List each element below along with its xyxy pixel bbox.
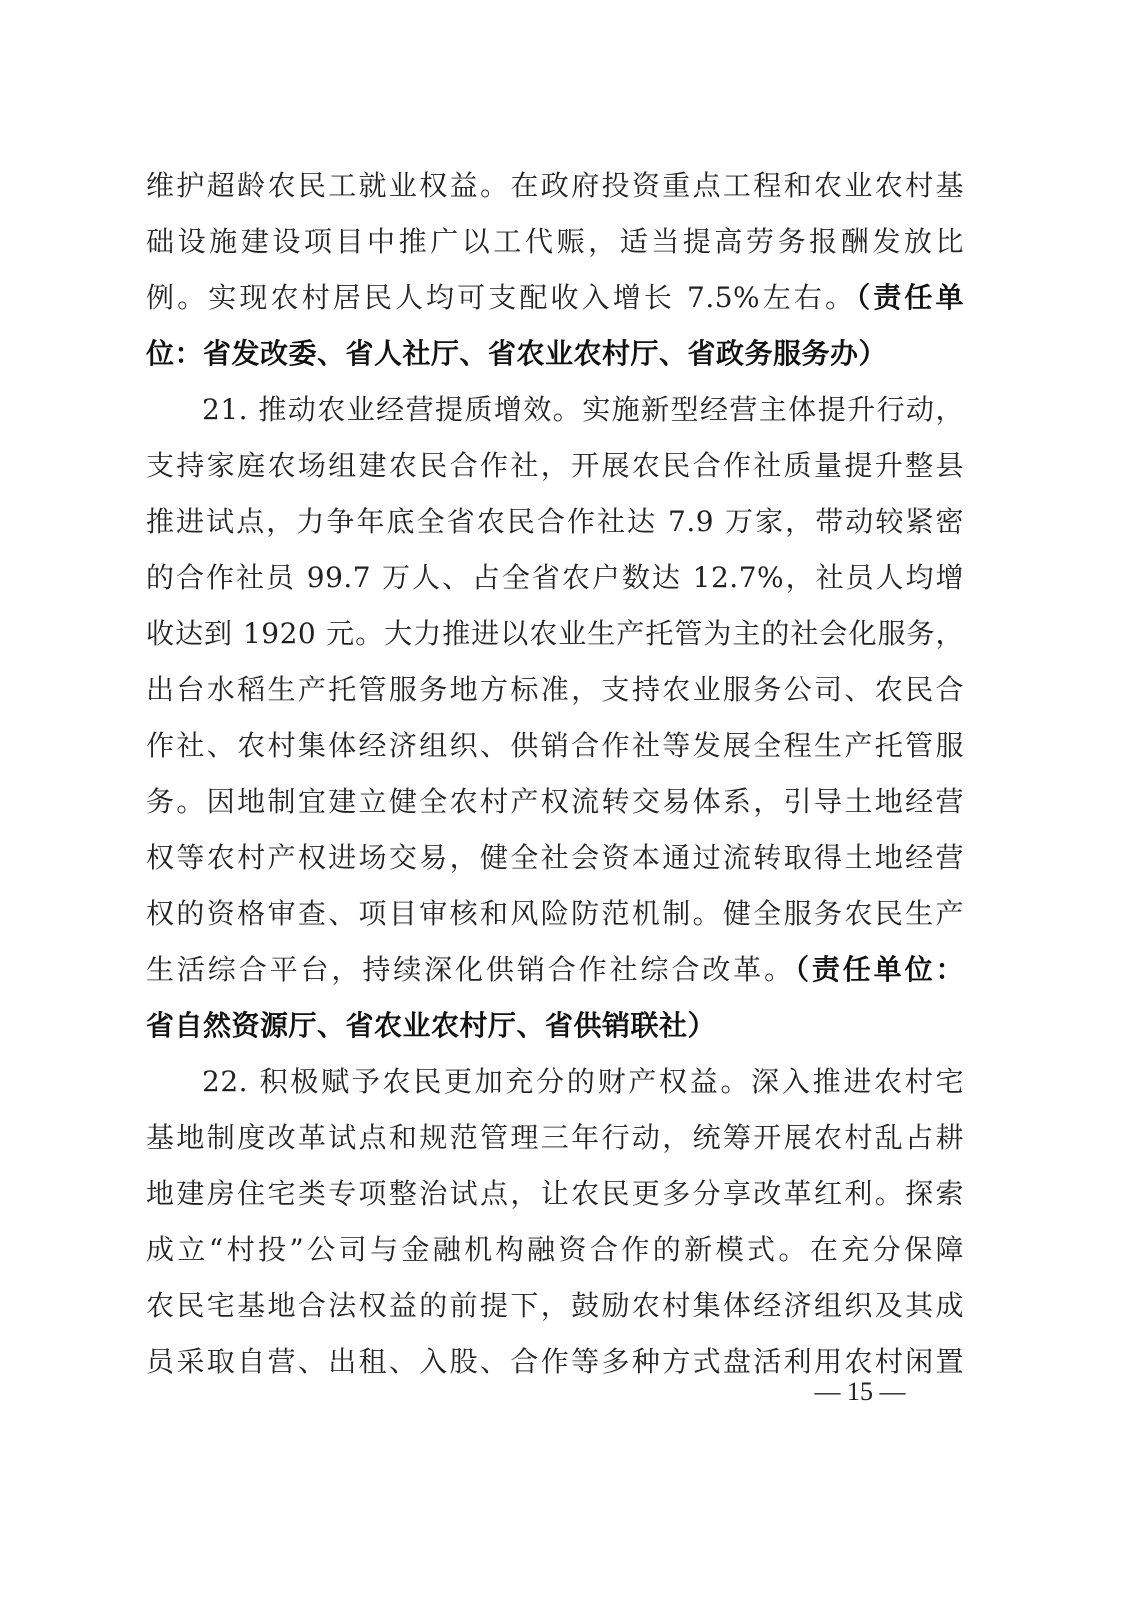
text-line: 维护超龄农民工就业权益。在政府投资重点工程和农业农村基 xyxy=(146,169,964,202)
text-line: 的合作社员 99.7 万人、占全省农户数达 12.7%，社员人均增 xyxy=(146,561,964,594)
text-line: 农民宅基地合法权益的前提下，鼓励农村集体经济组织及其成 xyxy=(146,1289,964,1322)
text-line: 推进试点，力争年底全省农民合作社达 7.9 万家，带动较紧密 xyxy=(146,505,964,538)
responsibility-note: （责任单 xyxy=(856,281,964,314)
text-line: 出台水稻生产托管服务地方标准，支持农业服务公司、农民合 xyxy=(146,673,964,706)
responsibility-note: 省自然资源厅、省农业农村厅、省供销联社） xyxy=(146,1009,717,1042)
text-line: 收达到 1920 元。大力推进以农业生产托管为主的社会化服务， xyxy=(146,617,964,650)
responsibility-note: （责任单位： xyxy=(794,953,964,986)
text-line: 成立“村投”公司与金融机构融资合作的新模式。在充分保障 xyxy=(146,1233,964,1266)
text-line xyxy=(146,942,964,998)
text-line: 地建房住宅类专项整治试点，让农民更多分享改革红利。探索 xyxy=(146,1177,964,1210)
text-line: 础设施建设项目中推广以工代赈，适当提高劳务报酬发放比 xyxy=(146,225,964,258)
text-line: 基地制度改革试点和规范管理三年行动，统筹开展农村乱占耕 xyxy=(146,1121,964,1154)
paragraph-heading-line: 22. 积极赋予农民更加充分的财产权益。深入推进农村宅 xyxy=(202,1065,964,1098)
text-line: 员采取自营、出租、入股、合作等多种方式盘活利用农村闲置 xyxy=(146,1345,964,1378)
text-line: 务。因地制宜建立健全农村产权流转交易体系，引导土地经营 xyxy=(146,785,964,818)
text-segment: 生活综合平台，持续深化供销合作社综合改革。 xyxy=(146,953,795,986)
text-line: 权等农村产权进场交易，健全社会资本通过流转取得土地经营 xyxy=(146,841,964,874)
text-line: 作社、农村集体经济组织、供销合作社等发展全程生产托管服 xyxy=(146,729,964,762)
text-segment: 例。实现农村居民人均可支配收入增长 7.5%左右。 xyxy=(146,281,857,314)
page-number: — 15 — xyxy=(814,1377,906,1406)
text-line: 支持家庭农场组建农民合作社，开展农民合作社质量提升整县 xyxy=(146,449,964,482)
text-line: 权的资格审查、项目审核和风险防范机制。健全服务农民生产 xyxy=(146,897,964,930)
paragraph-heading-line: 21. 推动农业经营提质增效。实施新型经营主体提升行动， xyxy=(202,393,964,426)
responsibility-note: 位：省发改委、省人社厅、省农业农村厅、省政务服务办） xyxy=(146,337,888,370)
text-line xyxy=(146,270,964,326)
